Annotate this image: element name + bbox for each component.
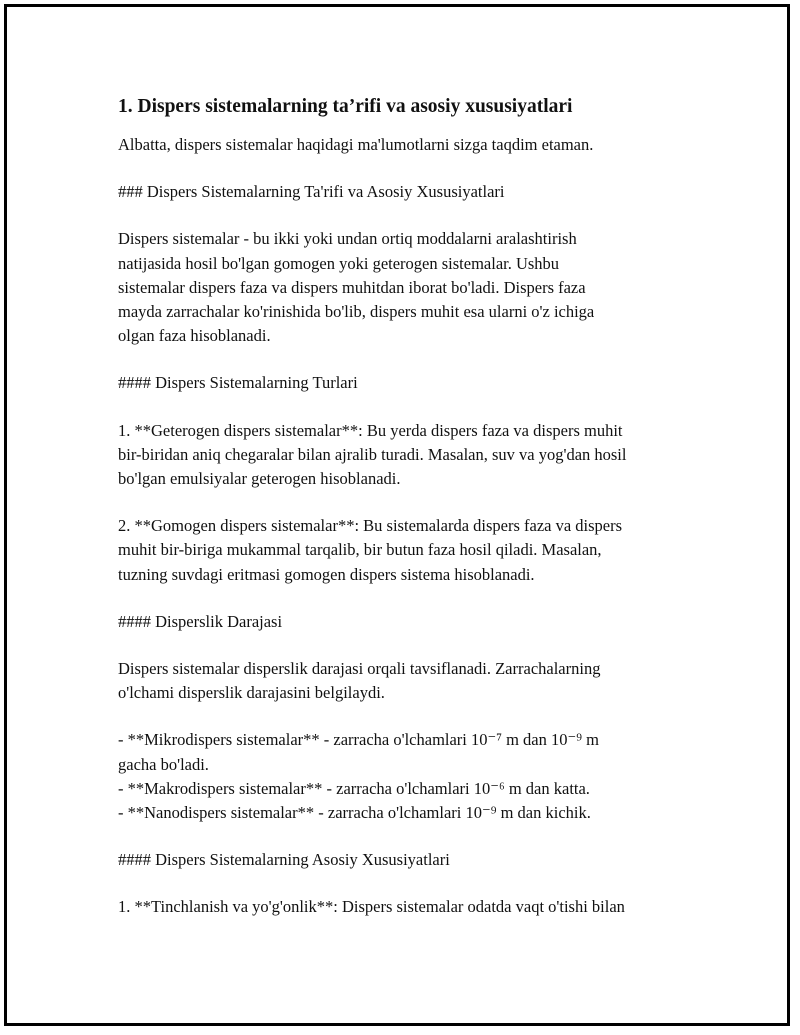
text-line: bo'lgan emulsiyalar geterogen hisoblanadi. [118,469,401,489]
text-line: muhit bir-biriga mukammal tarqalib, bir butun faza hosil qiladi. Masalan, [118,540,602,560]
markdown-h3-line [118,180,718,204]
type-2-paragraph [118,514,718,587]
text-line: o'lchami disperslik darajasini belgilaydi. [118,683,385,703]
text-line: 1. **Geterogen dispers sistemalar**: Bu yerda dispers faza va dispers muhit [118,420,623,440]
text-line: olgan faza hisoblanadi. [118,326,271,346]
text-line: mayda zarrachalar ko'rinishida bo'lib, dispers muhit esa ularni o'z ichiga [118,302,595,322]
document-body [118,94,718,920]
list-item: - **Nanodispers sistemalar** - zarracha o'lchamlari 10⁻⁹ m dan kichik. [118,803,591,823]
text-line: ### Dispers Sistemalarning Ta'rifi va Asosiy Xususiyatlari [118,182,505,202]
list-item: gacha bo'ladi. [118,754,209,774]
text-line: tuzning suvdagi eritmasi gomogen dispers sistema hisoblanadi. [118,564,535,584]
definition-paragraph [118,227,718,348]
text-line: Albatta, dispers sistemalar haqidagi ma'lumotlarni sizga taqdim etaman. [118,135,594,154]
list-item: - **Makrodispers sistemalar** - zarracha o'lchamlari 10⁻⁶ m dan katta. [118,778,590,798]
text-line: 2. **Gomogen dispers sistemalar**: Bu sistemalarda dispers faza va dispers [118,516,623,536]
text-line: #### Dispers Sistemalarning Asosiy Xususiyatlari [118,850,450,870]
markdown-h4-properties [118,848,718,872]
text-line: 1. **Tinchlanish va yo'g'onlik**: Dispers sistemalar odatda vaqt o'tishi bilan [118,897,625,917]
text-line: #### Disperslik Darajasi [118,611,283,631]
text-line: Dispers sistemalar disperslik darajasi orqali tavsiflanadi. Zarrachalarning [118,659,601,679]
type-1-paragraph [118,419,718,492]
markdown-h4-types [118,371,718,395]
degree-paragraph [118,657,718,705]
text-line: natijasida hosil bo'lgan gomogen yoki geterogen sistemalar. Ushbu [118,253,560,273]
text-line: bir-biridan aniq chegaralar bilan ajralib turadi. Masalan, suv va yog'dan hosil [118,444,627,464]
text-line: Dispers sistemalar - bu ikki yoki undan ortiq moddalarni aralashtirish [118,229,577,249]
intro-paragraph [118,133,718,157]
property-1-paragraph [118,895,718,919]
text-line: #### Dispers Sistemalarning Turlari [118,373,358,393]
degree-list [118,728,718,825]
text-line: sistemalar dispers faza va dispers muhitdan iborat bo'ladi. Dispers faza [118,277,586,297]
list-item: - **Mikrodispers sistemalar** - zarracha o'lchamlari 10⁻⁷ m dan 10⁻⁹ m [118,730,599,750]
document-title: 1. Dispers sistemalarning ta’rifi va asosiy xususiyatlari [118,96,573,117]
markdown-h4-degree [118,610,718,634]
